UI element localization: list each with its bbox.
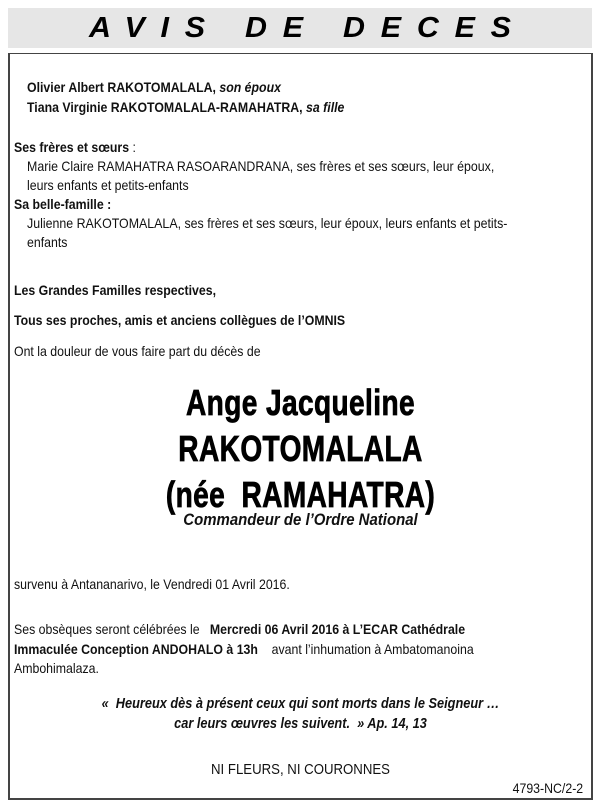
header-banner <box>8 8 592 48</box>
no-flowers-wrap <box>10 760 591 780</box>
family-member-relation: sa fille <box>306 99 345 115</box>
in-laws-line: Julienne RAKOTOMALALA, ses frères et ses sœurs, leur époux, leurs enfants et petits- <box>27 215 508 231</box>
funeral-line <box>14 640 474 658</box>
family-member-relation: son époux <box>219 79 281 95</box>
notice-frame <box>8 53 593 800</box>
funeral-date-place: Mercredi 06 Avril 2016 à L’ECAR Cathédrale <box>209 621 466 637</box>
siblings-heading-colon: : <box>129 139 136 155</box>
proches: Tous ses proches, amis et anciens collègues de l’OMNIS <box>14 312 346 328</box>
grandes-familles: Les Grandes Familles respectives, <box>14 282 217 298</box>
announcement: Ont la douleur de vous faire part du décès de <box>14 343 261 359</box>
funeral-suffix: avant l’inhumation à Ambatomanoina <box>271 641 474 657</box>
siblings-heading-label: Ses frères et sœurs <box>14 139 130 155</box>
in-laws-line: enfants <box>27 234 68 250</box>
page-title: AVIS DE DECES <box>89 12 527 44</box>
no-flowers: NI FLEURS, NI COURONNES <box>211 761 390 778</box>
family-member-name: Olivier Albert RAKOTOMALALA, <box>27 79 216 95</box>
quote <box>10 694 591 734</box>
reference-number: 4793-NC/2-2 <box>512 780 583 796</box>
death-info: survenu à Antananarivo, le Vendredi 01 Avril 2016. <box>14 576 290 592</box>
funeral-prefix: Ses obsèques seront célébrées le <box>14 621 200 637</box>
in-laws-heading: Sa belle-famille : <box>14 196 112 212</box>
quote-line: car leurs œuvres les suivent. » Ap. 14, 13 <box>174 716 427 732</box>
funeral-line: Ambohimalaza. <box>14 660 99 676</box>
family-member-daughter <box>27 98 344 116</box>
distinction: Commandeur de l’Ordre National <box>183 510 418 529</box>
family-member-husband <box>27 78 281 96</box>
siblings-line: leurs enfants et petits-enfants <box>27 177 189 193</box>
family-member-name: Tiana Virginie RAKOTOMALALA-RAMAHATRA, <box>27 99 303 115</box>
distinction-wrap <box>10 509 591 531</box>
siblings-heading <box>14 138 136 156</box>
quote-line: « Heureux dès à présent ceux qui sont morts dans le Seigneur … <box>101 696 500 712</box>
deceased-maiden-name: (née RAMAHATRA) <box>165 474 436 515</box>
siblings-line: Marie Claire RAMAHATRA RASOARANDRANA, ses frères et ses sœurs, leur époux, <box>27 158 495 174</box>
funeral-line <box>14 620 465 638</box>
deceased-name-block <box>10 380 591 518</box>
funeral-place-time: Immaculée Conception ANDOHALO à 13h <box>14 641 258 657</box>
deceased-name: Ange Jacqueline RAKOTOMALALA <box>178 382 423 469</box>
